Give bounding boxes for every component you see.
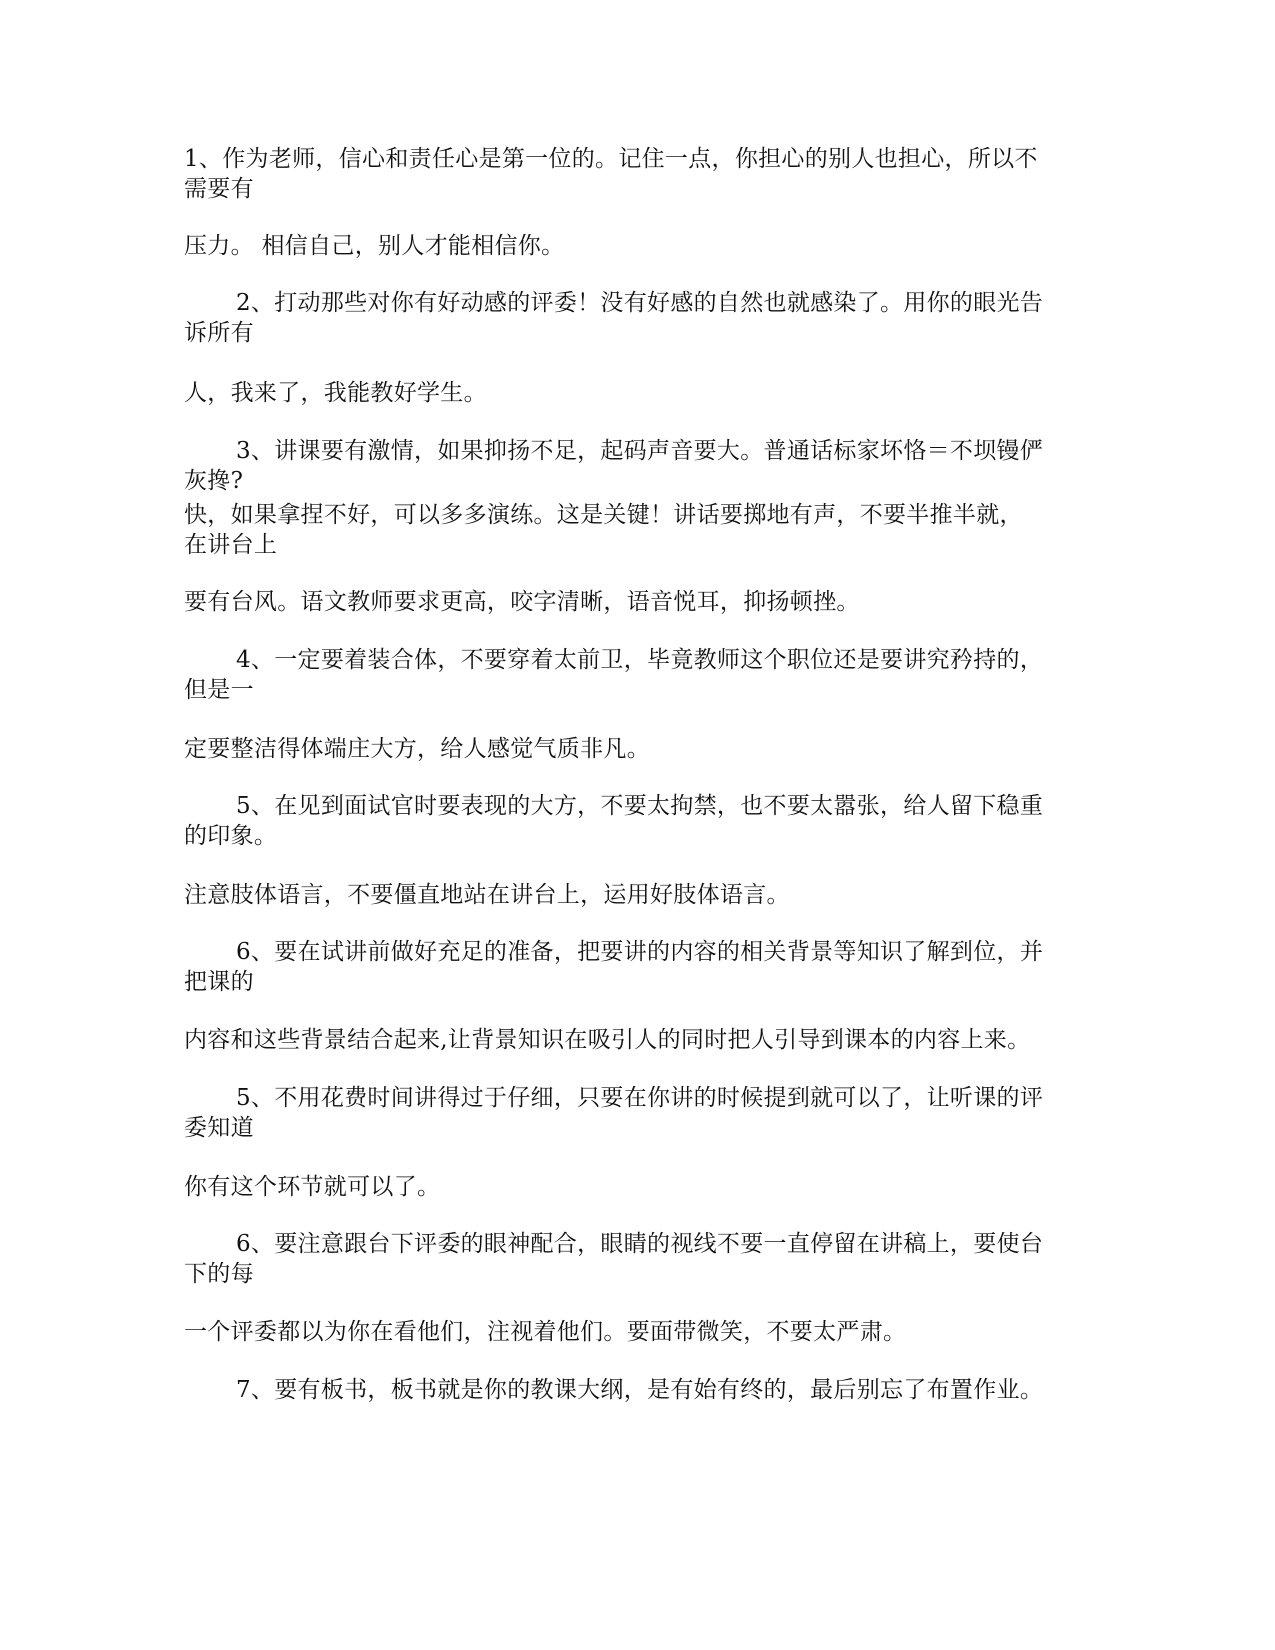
text-line: 你有这个环节就可以了。: [184, 1174, 441, 1200]
text-line: 内容和这些背景结合起来,让背景知识在吸引人的同时把人引导到课本的内容上来。: [184, 1027, 1031, 1053]
text-line: 在讲台上: [184, 532, 278, 558]
text-line: 5、不用花费时间讲得过于仔细，只要在你讲的时候提到就可以了，让听课的评: [236, 1085, 1044, 1111]
text-line: 快，如果拿捏不好，可以多多演练。这是关键！讲话要掷地有声，不要半推半就，: [184, 502, 1023, 528]
text-line: 人，我来了，我能教好学生。: [184, 380, 487, 406]
text-line: 灰搀?: [184, 468, 244, 494]
text-line: 压力。 相信自己，别人才能相信你。: [184, 233, 565, 259]
text-line: 委知道: [184, 1115, 254, 1141]
text-line: 下的每: [184, 1261, 254, 1287]
text-line: 需要有: [184, 176, 254, 202]
text-line: 定要整洁得体端庄大方，给人感觉气质非凡。: [184, 736, 650, 762]
text-line: 要有台风。语文教师要求更高，咬字清晰，语音悦耳，抑扬顿挫。: [184, 589, 860, 615]
text-line: 的印象。: [184, 823, 278, 849]
text-line: 6、要注意跟台下评委的眼神配合，眼睛的视线不要一直停留在讲稿上，要使台: [236, 1231, 1044, 1257]
text-line: 但是一: [184, 677, 254, 703]
text-line: 7、要有板书，板书就是你的教课大纲，是有始有终的，最后别忘了布置作业。: [236, 1377, 1044, 1403]
text-line: 5、在见到面试官时要表现的大方，不要太拘禁，也不要太嚣张，给人留下稳重: [236, 793, 1044, 819]
text-line: 一个评委都以为你在看他们，注视着他们。要面带微笑，不要太严肃。: [184, 1319, 907, 1345]
text-line: 4、一定要着装合体，不要穿着太前卫，毕竟教师这个职位还是要讲究矜持的，: [236, 647, 1044, 673]
text-line: 3、讲课要有激情，如果抑扬不足，起码声音要大。普通话标家坏恪＝不坝镘俨: [236, 438, 1044, 464]
text-line: 把课的: [184, 969, 254, 995]
text-line: 6、要在试讲前做好充足的准备，把要讲的内容的相关背景等知识了解到位，并: [236, 939, 1044, 965]
text-line: 2、打动那些对你有好动感的评委！没有好感的自然也就感染了。用你的眼光告: [236, 290, 1044, 316]
text-line: 诉所有: [184, 320, 254, 346]
text-line: 注意肢体语言，不要僵直地站在讲台上，运用好肢体语言。: [184, 882, 790, 908]
text-line: 1、作为老师，信心和责任心是第一位的。记住一点，你担心的别人也担心，所以不: [184, 146, 1038, 172]
